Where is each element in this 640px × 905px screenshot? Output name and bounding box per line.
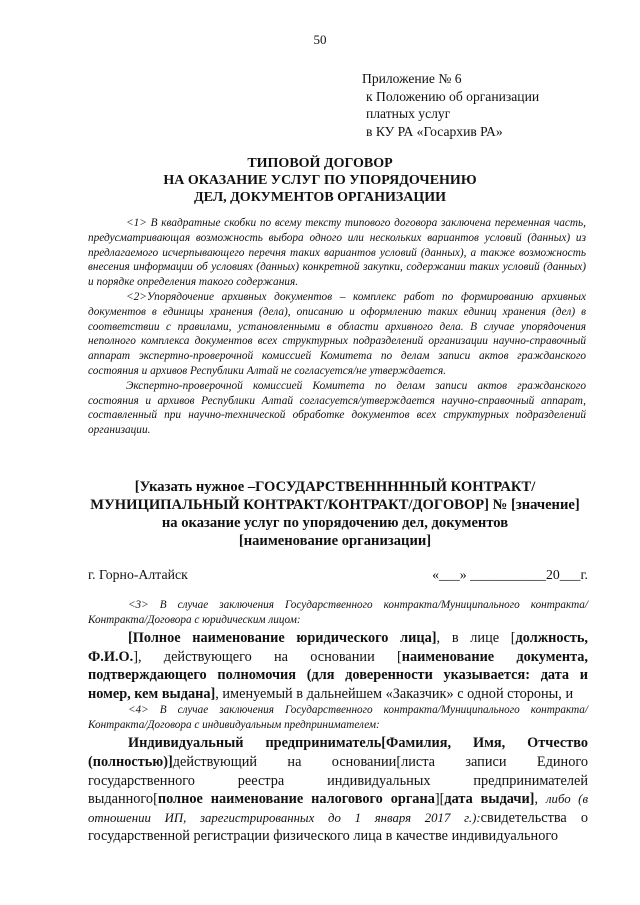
city: г. Горно-Алтайск xyxy=(88,567,188,582)
entrepreneur-name-placeholder: Индивидуальный предприниматель[Фамилия, Имя, Отчество (полностью)] xyxy=(88,735,588,770)
title-line: НА ОКАЗАНИЕ УСЛУГ ПО УПОРЯДОЧЕНИЮ xyxy=(163,173,477,188)
footnote-1: <1> В квадратные скобки по всему тексту типового договора заключена переменная часть, предусматривающая возможность выбора одного или нескольких вариантов условий (данных) из предлагаемого исчерпывающего перечня таких вариантов условий (данных), а также возможность внесения информации об условиях (данных) конкретной закупки, содержании таких условий (данных) и порядке определения такого содержания. xyxy=(88,217,586,289)
contract-title xyxy=(80,478,590,550)
contract-title-line: [Указать нужное –ГОСУДАРСТВЕНННННЫЙ КОНТРАКТ/ xyxy=(134,479,536,495)
contract-title-line: на оказание услуг по упорядочению дел, документов xyxy=(161,515,509,531)
appendix-block xyxy=(362,70,539,140)
title-line: ТИПОВОЙ ДОГОВОР xyxy=(247,156,393,171)
text-fragment: , xyxy=(534,791,546,808)
footnote-4: <4> В случае заключения Государственного контракта/Муниципального контракта/Контракта/Договора с индивидуальным предпринимателем: xyxy=(88,704,588,731)
legal-entity-name-placeholder: [Полное наименование юридического лица] xyxy=(128,630,437,646)
appendix-line: Приложение № 6 xyxy=(362,71,462,86)
footnotes-block xyxy=(88,216,586,438)
text-fragment: ][ xyxy=(434,791,445,808)
text-fragment: свидетельства о государственной регистрации физического лица в качестве индивидуального xyxy=(88,809,588,845)
party-entrepreneur-paragraph xyxy=(88,734,588,846)
italic-clause: либо (в отношении ИП, зарегистрированных до 1 января 2017 г.): xyxy=(88,792,588,825)
position-name-placeholder: должность, Ф.И.О. xyxy=(88,630,588,665)
footnote-2: <2>Упорядочение архивных документов – комплекс работ по формированию архивных документов в единицы хранения (дела), описанию и оформлению таких единиц хранения (дел) в соответствии с правилами, установленными в области архивного дела. В случае упорядочения неполного комплекса документов всех структурных подразделений организации научно-справочный аппарат экспертно-проверочной комиссией Комитета по делам записи актов гражданского состояния и архивов Республики Алтай не согласуется/не утверждается. xyxy=(88,290,586,377)
contract-body xyxy=(88,598,588,846)
appendix-line: к Положению об организации xyxy=(366,88,540,104)
party-customer-paragraph xyxy=(88,629,588,703)
date-blank: «___» ___________20___г. xyxy=(432,567,588,582)
appendix-line: платных услуг xyxy=(366,106,451,121)
footnote-3: <3> В случае заключения Государственного контракта/Муниципального контракта/Контракта/Договора с юридическим лицом: xyxy=(88,599,588,626)
page-number: 50 xyxy=(313,32,327,47)
title-line: ДЕЛ, ДОКУМЕНТОВ ОРГАНИЗАЦИИ xyxy=(193,190,447,205)
text-fragment: , в лице [ xyxy=(436,630,516,646)
authority-document-placeholder: наименование документа, подтверждающего полномочия (для доверенности указывается: дата и номер, кем выдана] xyxy=(88,648,588,702)
contract-title-line: [наименование организации] xyxy=(238,533,432,549)
appendix-line: в КУ РА «Госархив РА» xyxy=(366,123,503,139)
issue-date-placeholder: дата выдачи] xyxy=(444,791,535,808)
document-title xyxy=(0,155,640,206)
footnote-2-continuation: Экспертно-проверочной комиссией Комитета по делам записи актов гражданского состояния и архивов Республики Алтай согласуется/утверждается научно-справочный аппарат, составленный при научно-технической обработке документов всех структурных подразделений организации. xyxy=(88,379,586,437)
text-fragment: действующий на основании[листа записи Единого государственного реестра индивидуальных предпринимателей выданного[ xyxy=(88,753,588,808)
contract-title-line: МУНИЦИПАЛЬНЫЙ КОНТРАКТ/КОНТРАКТ/ДОГОВОР] № [значение] xyxy=(90,497,580,513)
text-fragment: , именуемый в дальнейшем «Заказчик» с одной стороны, и xyxy=(215,685,574,702)
tax-authority-placeholder: полное наименование налогового органа xyxy=(157,791,435,808)
text-fragment: ], действующего на основании [ xyxy=(133,648,402,665)
